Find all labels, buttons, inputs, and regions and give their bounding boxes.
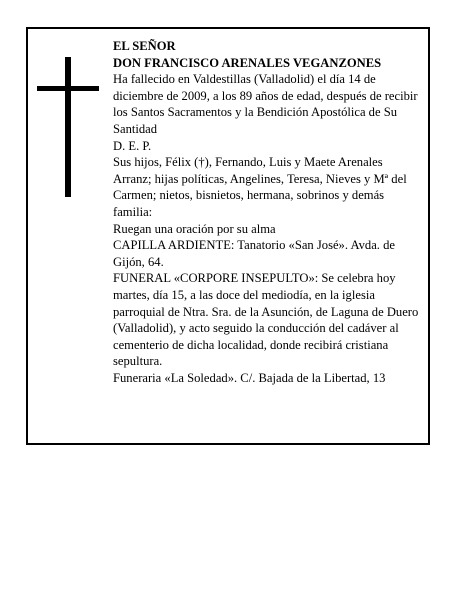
- funeral-info: FUNERAL «CORPORE INSEPULTO»: Se celebra hoy martes, día 15, a las doce del mediodía, en la iglesia parroquial de Ntra. Sra. de la Asunción, de Laguna de Duero (Valladolid), y acto seguido la conducción del cadáver al cementerio de dicha localidad, donde recibirá cristiana sepultura.: [113, 271, 419, 369]
- chapel-info: CAPILLA ARDIENTE: Tanatorio «San José». Avda. de Gijón, 64.: [113, 238, 395, 269]
- obituary-text: [113, 38, 421, 386]
- honorific: EL SEÑOR: [113, 39, 176, 53]
- death-announcement: Ha fallecido en Valdestillas (Valladolid) el día 14 de diciembre de 2009, a los 89 años de edad, después de recibir los Santos Sacramentos y la Bendición Apostólica de Su Santidad: [113, 72, 418, 136]
- cross-horizontal-bar: [37, 86, 99, 91]
- deceased-name: DON FRANCISCO ARENALES VEGANZONES: [113, 55, 382, 70]
- dep-line: D. E. P.: [113, 138, 152, 153]
- cross-vertical-bar: [65, 57, 71, 197]
- prayer-request: Ruegan una oración por su alma: [113, 221, 276, 236]
- family-list: Sus hijos, Félix (†), Fernando, Luis y Maete Arenales Arranz; hijas políticas, Angelines, Teresa, Nieves y Mª del Carmen; nietos, bisnietos, hermana, sobrinos y demás familia:: [113, 155, 407, 219]
- funeral-home: Funeraria «La Soledad». C/. Bajada de la Libertad, 13: [113, 370, 386, 385]
- cross-icon: [37, 57, 99, 197]
